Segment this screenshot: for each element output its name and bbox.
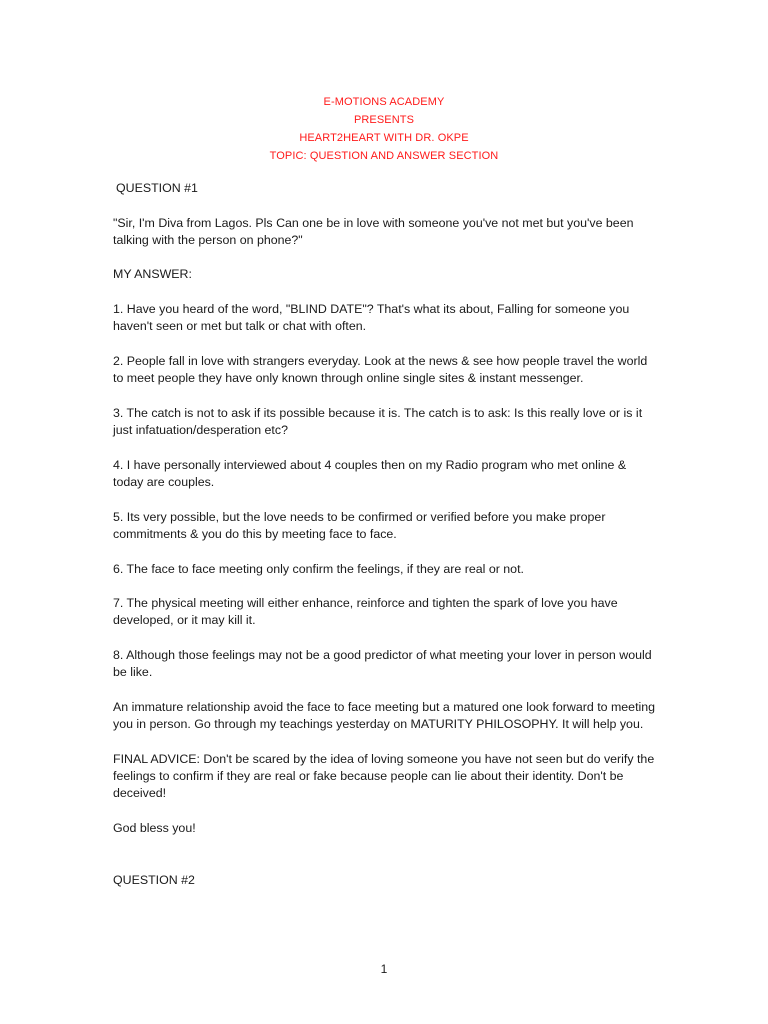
blank-line: [113, 855, 658, 872]
answer-point-3: 3. The catch is not to ask if its possible because it is. The catch is to ask: Is this really love or is it just infatuation/desperation etc?: [113, 405, 643, 438]
program-title: HEART2HEART WITH DR. OKPE: [299, 132, 469, 144]
answer-point-6: 6. The face to face meeting only confirm the feelings, if they are real or not.: [113, 561, 524, 576]
document-body: [113, 180, 658, 906]
final-advice: FINAL ADVICE: Don't be scared by the idea of loving someone you have not seen but do verify the feelings to confirm if they are real or fake because people can lie about their identity. Don't be deceived!: [113, 751, 655, 801]
answer-point-7: 7. The physical meeting will either enhance, reinforce and tighten the spark of love you have developed, or it may kill it.: [113, 596, 618, 628]
presents-line: PRESENTS: [353, 114, 415, 126]
question-1-heading: QUESTION #1: [116, 181, 198, 195]
answer-point-4: 4. I have personally interviewed about 4 couples then on my Radio program who met online & today are couples.: [113, 457, 627, 490]
question-1-text: "Sir, I'm Diva from Lagos. Pls Can one be in love with someone you've not met but you've been talking with the person on phone?": [113, 215, 634, 247]
blessing: God bless you!: [113, 820, 196, 835]
document-header: [0, 93, 768, 165]
page-number: 1: [380, 962, 388, 976]
academy-title: E-MOTIONS ACADEMY: [323, 96, 445, 108]
answer-point-2: 2. People fall in love with strangers everyday. Look at the news & see how people travel the world to meet people they have only known through online single sites & instant messenger.: [113, 353, 648, 386]
answer-point-5: 5. Its very possible, but the love needs to be confirmed or verified before you make proper commitments & you do this by meeting face to face.: [113, 509, 606, 541]
answer-point-1: 1. Have you heard of the word, "BLIND DATE"? That's what its about, Falling for someone you haven't seen or met but talk or chat with often.: [113, 302, 630, 334]
question-2-heading: QUESTION #2: [113, 872, 195, 887]
immature-paragraph: An immature relationship avoid the face to face meeting but a matured one look forward to meeting you in person. Go through my teachings yesterday on MATURITY PHILOSOPHY. It will help you.: [113, 699, 656, 732]
answer-point-8: 8. Although those feelings may not be a good predictor of what meeting your lover in person would be like.: [113, 648, 652, 680]
topic-line: TOPIC: QUESTION AND ANSWER SECTION: [269, 150, 499, 162]
answer-heading: MY ANSWER:: [113, 267, 192, 282]
